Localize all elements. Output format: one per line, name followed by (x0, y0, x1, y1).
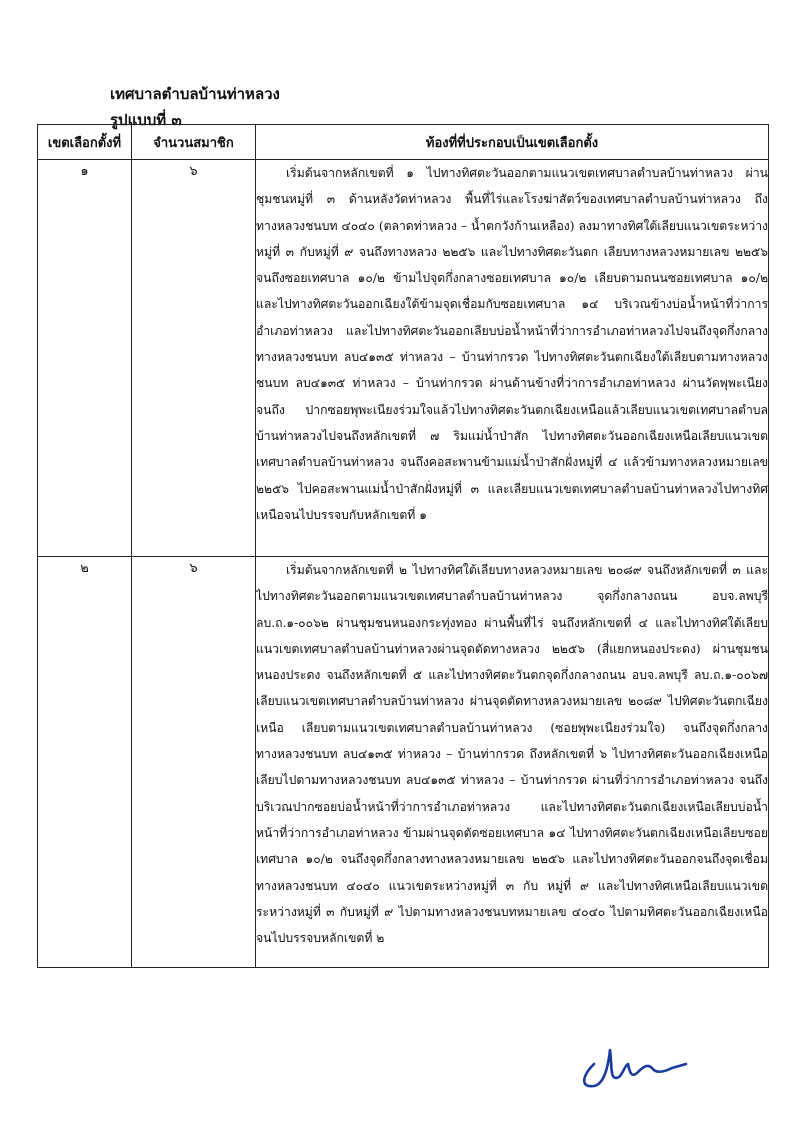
area-description-cell (256, 160, 769, 557)
area-description: เริ่มต้นจากหลักเขตที่ ๒ ไปทางทิศใต้เลียบทางหลวงหมายเลข ๒๐๘๙ จนถึงหลักเขตที่ ๓ และไปทางทิศตะวันออกตามแนวเขตเทศบาลตำบลบ้านท่าหลวง จุดกึ่งกลางถนน อบจ.ลพบุรี ลบ.ถ.๑-๐๐๖๒ ผ่านชุมชนหนองกระทุ่งทอง ผ่านพื้นที่ไร่ จนถึงหลักเขตที่ ๔ และไปทางทิศใต้เลียบแนวเขตเทศบาลตำบลบ้านท่าหลวงผ่านจุดตัดทางหลวง ๒๒๕๖ (สี่แยกหนองประดง) ผ่านชุมชนหนองประดง จนถึงหลักเขตที่ ๕ และไปทางทิศตะวันตกจุดกึ่งกลางถนน อบจ.ลพบุรี ลบ.ถ.๑-๐๐๖๗ เลียบแนวเขตเทศบาลตำบลบ้านท่าหลวง ผ่านจุดตัดทางหลวงหมายเลข ๒๐๘๙ ไปทิศตะวันตกเฉียงเหนือ เลียบตามแนวเขตเทศบาลตำบลบ้านท่าหลวง (ซอยพุพะเนียงร่วมใจ) จนถึงจุดกึ่งกลางทางหลวงชนบท ลบ๔๑๓๕ ท่าหลวง – บ้านท่ากรวด ถึงหลักเขตที่ ๖ ไปทางทิศตะวันออกเฉียงเหนือเลียบไปตามทางหลวงชนบท ลบ๔๑๓๕ ท่าหลวง – บ้านท่ากรวด ผ่านที่ว่าการอำเภอท่าหลวง จนถึงบริเวณปากซอยบ่อน้ำหน้าที่ว่าการอำเภอท่าหลวง และไปทางทิศตะวันตกเฉียงเหนือเลียบบ่อน้ำหน้าที่ว่าการอำเภอท่าหลวง ข้ามผ่านจุดตัดซอยเทศบาล ๑๔ ไปทางทิศตะวันตกเฉียงเหนือเลียบซอยเทศบาล ๑๐/๒ จนถึงจุดกึ่งกลางทางหลวงหมายเลข ๒๒๕๖ และไปทางทิศตะวันออกจนถึงจุดเชื่อมทางหลวงชนบท ๔๐๔๐ แนวเขตระหว่างหมู่ที่ ๓ กับ หมู่ที่ ๙ และไปทางทิศเหนือเลียบแนวเขตระหว่างหมู่ที่ ๓ กับหมู่ที่ ๙ ไปตามทางหลวงชนบทหมายเลข ๔๐๔๐ ไปตามทิศตะวันออกเฉียงเหนือจนไปบรรจบหลักเขตที่ ๒ (256, 563, 768, 946)
member-count: ๖ (132, 557, 256, 968)
area-description: เริ่มต้นจากหลักเขตที่ ๑ ไปทางทิศตะวันออกตามแนวเขตเทศบาลตำบลบ้านท่าหลวง ผ่านชุมชนหมู่ที่ ๓ ด้านหลังวัดท่าหลวง พื้นที่ไร่และโรงฆ่าสัตว์ของเทศบาลตำบลบ้านท่าหลวง ถึงทางหลวงชนบท ๔๐๔๐ (ตลาดท่าหลวง – น้ำตกวังก้านเหลือง) ลงมาทางทิศใต้เลียบแนวเขตระหว่างหมู่ที่ ๓ กับหมู่ที่ ๙ จนถึงทางหลวง ๒๒๕๖ และไปทางทิศตะวันตก เลียบทางหลวงหมายเลข ๒๒๕๖ จนถึงซอยเทศบาล ๑๐/๒ ข้ามไปจุดกึ่งกลางซอยเทศบาล ๑๐/๒ เลียบตามถนนซอยเทศบาล ๑๐/๒ และไปทางทิศตะวันออกเฉียงใต้ข้ามจุดเชื่อมกับซอยเทศบาล ๑๔ บริเวณข้างบ่อน้ำหน้าที่ว่าการอำเภอท่าหลวง และไปทางทิศตะวันออกเลียบบ่อน้ำหน้าที่ว่าการอำเภอท่าหลวงไปจนถึงจุดกึ่งกลางทางหลวงชนบท ลบ๔๑๓๕ ท่าหลวง – บ้านท่ากรวด ไปทางทิศตะวันตกเฉียงใต้เลียบตามทางหลวงชนบท ลบ๔๑๓๕ ท่าหลวง – บ้านท่ากรวด ผ่านด้านข้างที่ว่าการอำเภอท่าหลวง ผ่านวัดพุพะเนียง จนถึง ปากซอยพุพะเนียงร่วมใจแล้วไปทางทิศตะวันตกเฉียงเหนือแล้วเลียบแนวเขตเทศบาลตำบลบ้านท่าหลวงไปจนถึงหลักเขตที่ ๗ ริมแม่น้ำป่าสัก ไปทางทิศตะวันออกเฉียงเหนือเลียบแนวเขตเทศบาลตำบลบ้านท่าหลวง จนถึงคอสะพานข้ามแม่น้ำป่าสักฝั่งหมู่ที่ ๔ แล้วข้ามทางหลวงหมายเลข ๒๒๕๖ ไปคอสะพานแม่น้ำป่าสักฝั่งหมู่ที่ ๓ และเลียบแนวเขตเทศบาลตำบลบ้านท่าหลวงไปทางทิศเหนือจนไปบรรจบกับหลักเขตที่ ๑ (256, 166, 768, 522)
form-label: รูปแบบที่ ๓ (110, 111, 182, 129)
table-row (38, 557, 769, 968)
municipality-name: เทศบาลตำบลบ้านท่าหลวง (110, 85, 280, 103)
district-number: ๑ (38, 160, 132, 557)
header-area-description: ท้องที่ที่ประกอบเป็นเขตเลือกตั้ง (256, 125, 769, 160)
header-member-count: จำนวนสมาชิก (132, 125, 256, 160)
area-description-cell (256, 557, 769, 968)
district-number: ๒ (38, 557, 132, 968)
member-count: ๖ (132, 160, 256, 557)
signature-mark (572, 1034, 692, 1094)
table-row (38, 160, 769, 557)
header-district-number: เขตเลือกตั้งที่ (38, 125, 132, 160)
table-header-row (38, 125, 769, 160)
electoral-district-table (37, 124, 769, 968)
